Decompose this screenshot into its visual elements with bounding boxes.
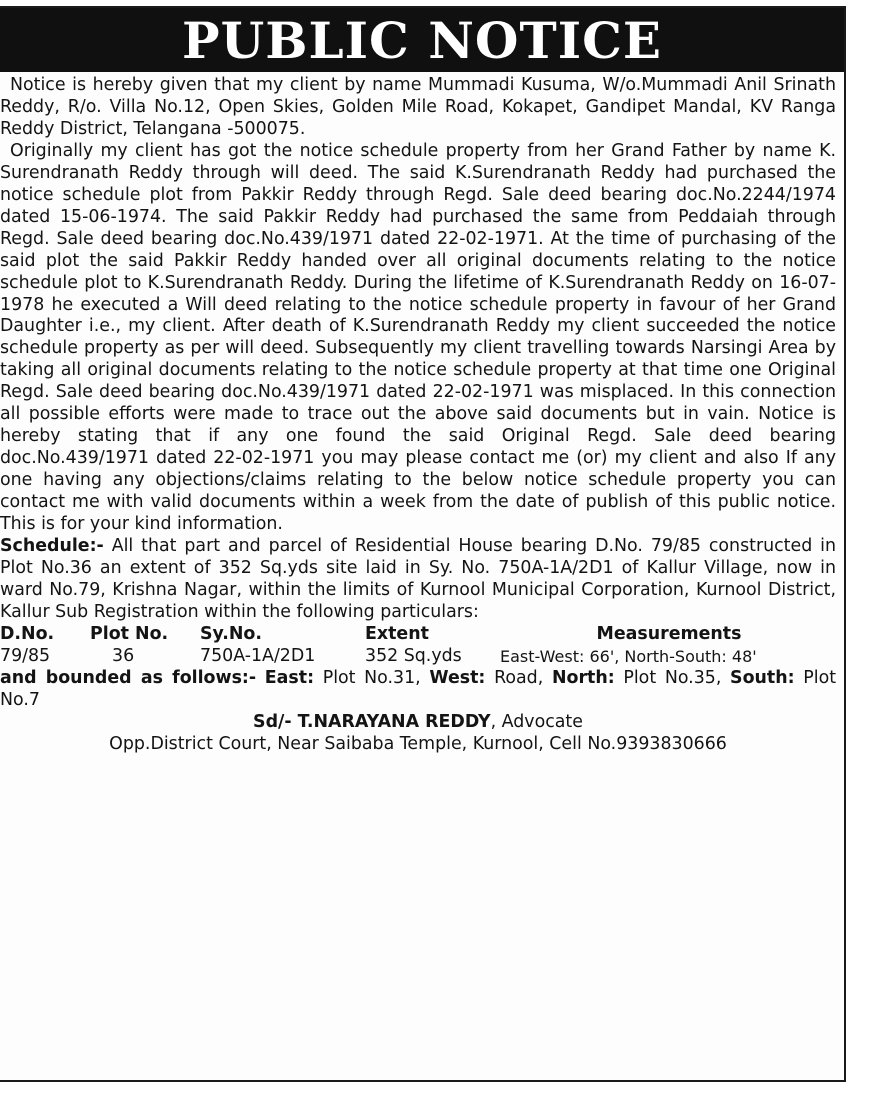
boundaries-label: and bounded as follows:- <box>0 667 257 688</box>
schedule-label: Schedule:- <box>0 536 104 557</box>
south-value: Plot No.7 <box>0 667 837 710</box>
west-label: West: <box>429 667 486 688</box>
signature-role: , Advocate <box>490 711 583 732</box>
intro-paragraph: Notice is hereby given that my client by name Mummadi Kusuma, W/o.Mummadi Anil Srinath Reddy, R/o. Villa No.12, Open Skies, Golden Mile Road, Kokapet, Gandipet Mandal, KV Ranga Reddy District, Telangana -500075. <box>0 75 836 139</box>
schedule-text: All that part and parcel of Residential House bearing D.No. 79/85 constructed in Plot No.36 an extent of 352 Sq.yds site laid in Sy. No. 750A-1A/2D1 of Kallur Village, now in ward No.79, Krishna Nagar, within the limits of Kurnool Municipal Corporation, Kurnool District, Kallur Sub Registration within the following particulars: <box>0 536 836 622</box>
header-measurements: Measurements <box>596 623 742 644</box>
public-notice <box>0 6 846 1082</box>
boundaries-paragraph <box>0 668 836 712</box>
east-value: Plot No.31, <box>322 667 421 688</box>
table-row <box>0 646 838 668</box>
north-label: North: <box>551 667 615 688</box>
schedule-table <box>0 624 838 668</box>
cell-plot: 36 <box>112 645 135 666</box>
history-paragraph: Originally my client has got the notice schedule property from her Grand Father by name K. Surendranath Reddy through will deed. The said K.Surendranath Reddy had purchased the notice schedule plot from Pakkir Reddy through Regd. Sale deed bearing doc.No.2244/1974 dated 15-06-1974. The said Pakkir Reddy had purchased the same from Peddaiah through Regd. Sale deed bearing doc.No.439/1971 dated 22-02-1971. At the time of purchasing of the said plot the said Pakkir Reddy handed over all original documents relating to the notice schedule plot to K.Surendranath Reddy. During the lifetime of K.Surendranath Reddy on 16-07-1978 he executed a Will deed relating to the notice schedule property in favour of her Grand Daughter i.e., my client. After death of K.Surendranath Reddy my client succeeded the notice schedule property as per will deed. Subsequently my client travelling towards Narsingi Area by taking all original documents relating to the notice schedule property at that time one Original Regd. Sale deed bearing doc.No.439/1971 dated 22-02-1971 was misplaced. In this connection all possible efforts were made to trace out the above said documents but in vain. Notice is hereby stating that if any one found the said Original Regd. Sale deed bearing doc.No.439/1971 dated 22-02-1971 you may please contact me (or) my client and also If any one having any objections/claims relating to the below notice schedule property you can contact me with valid documents within a week from the date of publish of this public notice. This is for your kind information. <box>0 140 836 535</box>
west-value: Road, <box>494 667 544 688</box>
header-syno: Sy.No. <box>200 623 262 644</box>
signature-line <box>0 712 836 734</box>
schedule-paragraph <box>0 536 836 624</box>
east-label: East: <box>264 667 315 688</box>
notice-body <box>0 72 844 756</box>
header-extent: Extent <box>365 623 429 644</box>
header-dno: D.No. <box>0 623 55 644</box>
table-header-row <box>0 624 838 646</box>
north-value: Plot No.35, <box>623 667 722 688</box>
notice-title: PUBLIC NOTICE <box>0 8 844 72</box>
address-line: Opp.District Court, Near Saibaba Temple, Kurnool, Cell No.9393830666 <box>109 733 727 754</box>
cell-dno: 79/85 <box>0 645 51 666</box>
cell-measurements: East-West: 66', North-South: 48' <box>500 646 757 666</box>
cell-syno: 750A-1A/2D1 <box>200 645 316 666</box>
signature-name: Sd/- T.NARAYANA REDDY <box>253 711 491 732</box>
cell-extent: 352 Sq.yds <box>365 645 462 666</box>
south-label: South: <box>730 667 795 688</box>
header-plot: Plot No. <box>90 623 169 644</box>
